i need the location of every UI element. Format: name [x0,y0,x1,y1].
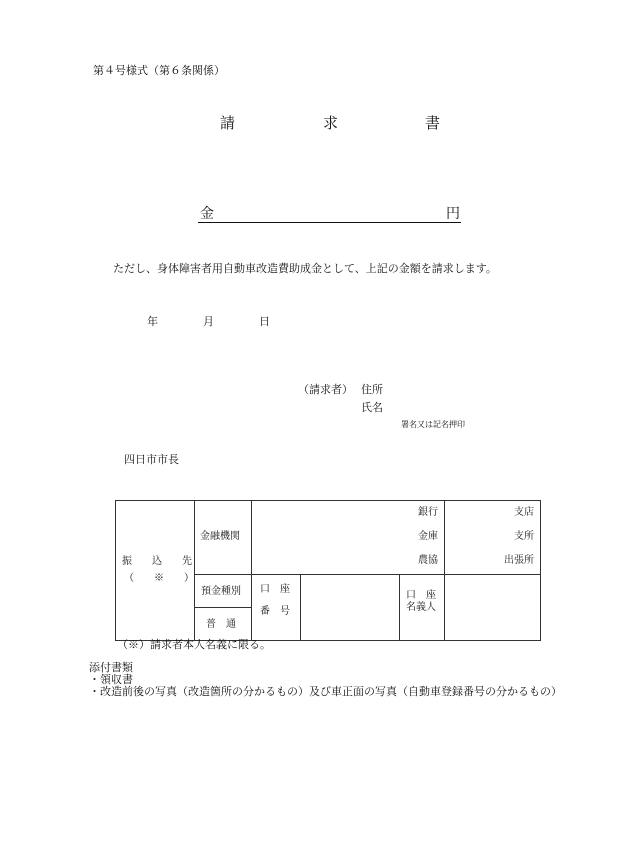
branch-type-shutchojo: 出張所 [504,555,535,566]
account-number-label-2: 番 号 [260,606,290,617]
title-char-1: 請 [220,114,236,132]
amount-prefix: 金 [200,206,214,222]
transfer-destination-cell [116,501,195,641]
signature-note: 署名又は記名押印 [401,420,465,429]
account-number-value-cell [301,575,400,641]
deposit-type-label-cell [195,575,252,608]
date-year: 年 [147,315,158,328]
amount-underline [198,222,461,223]
name-label: 氏名 [361,401,383,414]
deposit-type-value-cell [195,608,252,641]
account-holder-value-cell [445,575,541,641]
deposit-type-value: 普 通 [206,619,236,630]
date-month: 月 [203,315,214,328]
branch-type-shiten: 支店 [514,507,535,518]
account-note: （※）請求者本人名義に限る。 [117,638,271,651]
bank-name-cell [252,501,445,575]
addressee: 四日市市長 [124,453,179,466]
branch-name-cell [445,501,541,575]
bank-transfer-table [115,500,541,641]
title-char-3: 書 [425,114,441,132]
form-number: 第４号様式（第６条関係） [93,64,225,77]
date-day: 日 [259,315,270,328]
institution-label: 金融機関 [200,531,240,542]
title-char-2: 求 [323,114,339,132]
statement-text: ただし、身体障害者用自動車改造費助成金として、上記の金額を請求します。 [113,262,497,275]
transfer-mark: （ ※ ） [124,573,194,584]
attachments-heading: 添付書類 [89,661,133,674]
account-holder-label-cell [400,575,445,641]
amount-suffix: 円 [446,206,460,222]
attachment-item: ・領収書 [89,673,133,686]
account-holder-label-1: 口 座 [406,590,436,601]
bank-type-shinkin: 金庫 [418,531,439,542]
address-label: 住所 [361,383,383,396]
deposit-type-label: 預金種別 [201,586,241,597]
transfer-label: 振 込 先 [122,556,192,567]
account-holder-label-2: 名義人 [406,602,436,613]
attachment-item: ・改造前後の写真（改造箇所の分かるもの）及び車正面の写真（自動車登録番号の分かるもの） [89,685,562,698]
bank-type-nokyo: 農協 [418,555,439,566]
account-number-label-1: 口 座 [260,584,290,595]
account-number-label-cell [252,575,301,641]
bank-type-bank: 銀行 [418,507,439,518]
institution-label-cell [195,501,252,575]
branch-type-shisho: 支所 [514,531,535,542]
claimant-label: （請求者） [298,383,353,396]
